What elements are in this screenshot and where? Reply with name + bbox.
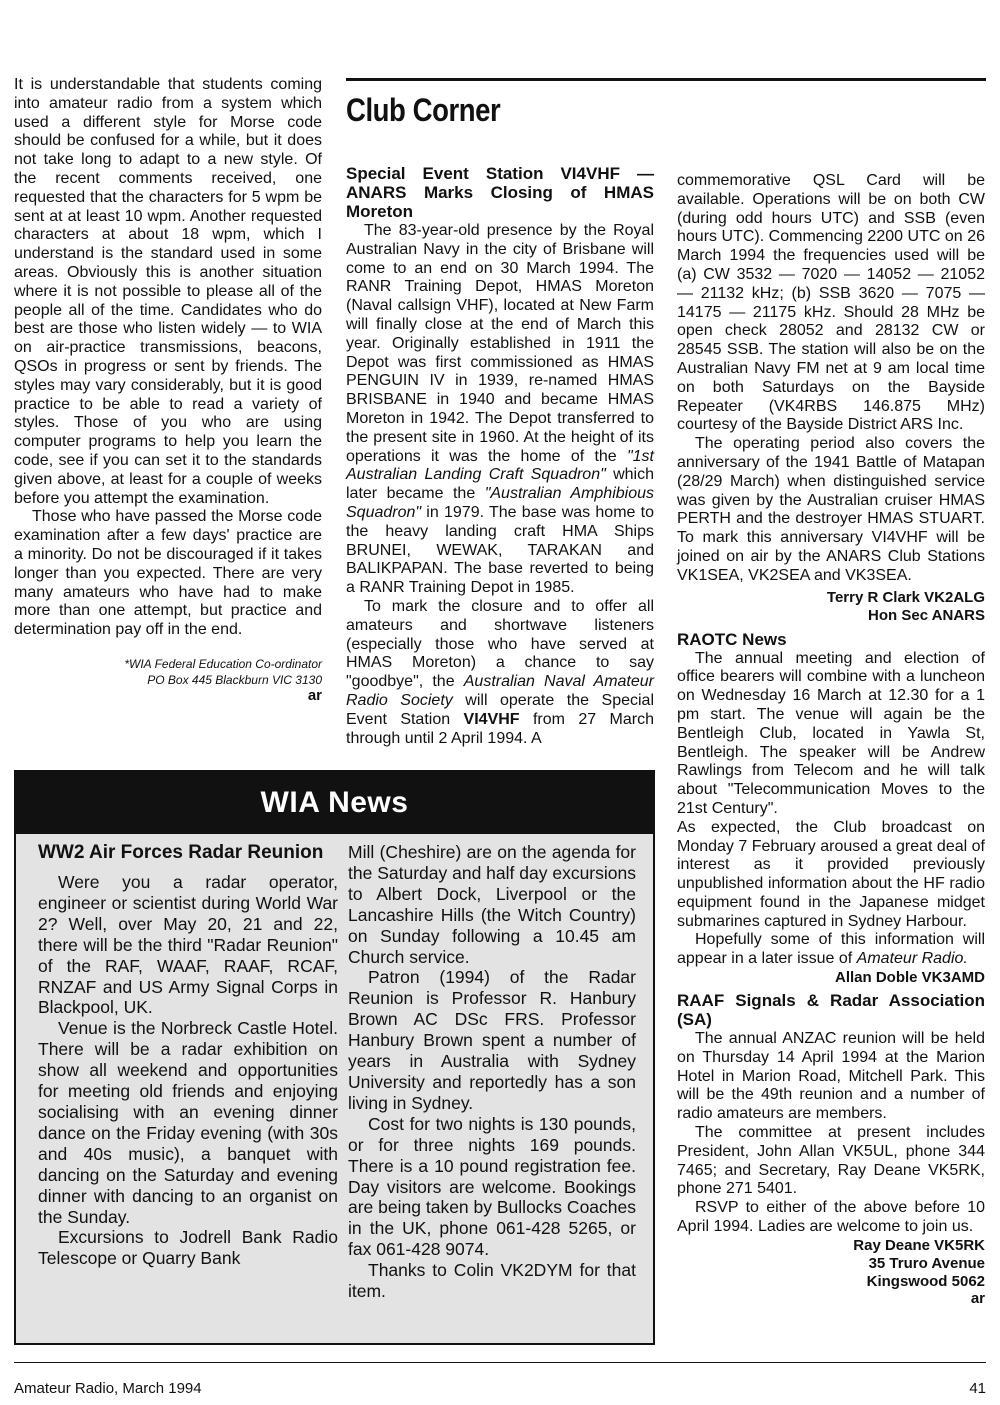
column-left	[14, 76, 322, 704]
body-paragraph: Were you a radar operator, engineer or scientist during World War 2? Well, over May 20, 21 and 22, there will be the third "Radar Reunion" of the RAF, WAAF, RAAF, RCAF, RNZAF and US Army Signal Corps in Blackpool, UK.	[38, 872, 338, 1018]
body-paragraph: Hopefully some of this information will appear in a later issue of Amateur Radio.	[677, 931, 985, 968]
body-paragraph: Venue is the Norbreck Castle Hotel. There will be a radar exhibition on show all weekend and opportunities for meeting old friends and enjoying socialising with an evening dinner dance on the Friday evening (with 30s and 40s music), a banquet with dancing on the Saturday and evening dinner with dancing to an organist on the Sunday.	[38, 1018, 338, 1227]
body-paragraph: As expected, the Club broadcast on Monday 7 February aroused a great deal of interest as it provided previously unpublished information about the HF radio equipment found in the Japanese midget submarines captured in Sydney Harbour.	[677, 818, 985, 930]
column-right	[677, 172, 985, 1307]
article-heading: WW2 Air Forces Radar Reunion	[38, 842, 324, 863]
column-middle	[346, 164, 654, 748]
end-mark: ar	[970, 1289, 985, 1307]
body-paragraph: RSVP to either of the above before 10 April 1994. Ladies are welcome to join us.	[677, 1199, 985, 1236]
footnote-line: *WIA Federal Education Co-ordinator	[124, 656, 322, 671]
body-paragraph: Those who have passed the Morse code examination after a few days' practice are a minority. Do not be discouraged if it takes longer than you expected. There are very many amateurs who have had to make more than one attempt, but practice and determination pay off in the end.	[14, 508, 322, 639]
body-paragraph: Thanks to Colin VK2DYM for that item.	[348, 1260, 636, 1302]
wia-column-left	[38, 842, 338, 1269]
body-paragraph: The operating period also covers the anniversary of the 1941 Battle of Matapan (28/29 March) when distinguished service was given by the Australian cruiser HMAS PERTH and the destroyer HMAS STUART. To mark this anniversary VI4VHF will be joined on air by the ANARS Club Stations VK1SEA, VK2SEA and VK3SEA.	[677, 435, 985, 584]
body-paragraph: Excursions to Jodrell Bank Radio Telescope or Quarry Bank	[38, 1227, 338, 1269]
body-paragraph: commemorative QSL Card will be available. Operations will be on both CW (during odd hours UTC) and SSB (even hours UTC). Commencing 2200 UTC on 26 March 1994 the frequencies used will be (a) CW 3532 — 7020 — 14052 — 21052 — 21132 kHz; (b) SSB 3620 — 7075 — 14175 — 21175 kHz. Should 28 MHz be open check 28052 and 28132 CW or 28545 SSB. The station will also be on the Australian Navy FM net at 9 am local time on both Saturdays on the Bayside Repeater (VK4RBS 146.875 MHz) courtesy of the Bayside District ARS Inc.	[677, 172, 985, 434]
body-paragraph: The annual ANZAC reunion will be held on Thursday 14 April 1994 at the Marion Hotel in Marion Road, Mitchell Park. This will be the 49th reunion and a number of radio amateurs are members.	[677, 1030, 985, 1123]
article-heading: Special Event Station VI4VHF — ANARS Marks Closing of HMAS Moreton	[346, 164, 654, 221]
wia-column-right	[348, 842, 636, 1302]
page-number: 41	[969, 1380, 986, 1397]
signature: Terry R Clark VK2ALG Hon Sec ANARS	[826, 588, 985, 624]
footer-rule	[14, 1362, 986, 1363]
body-paragraph: The committee at present includes President, John Allan VK5UL, phone 344 7465; and Secretary, Ray Deane VK5RK, phone 271 5401.	[677, 1124, 985, 1198]
body-paragraph: Mill (Cheshire) are on the agenda for the Saturday and half day excursions to Albert Dock, Liverpool or the Lancashire Hills (the Witch Country) on Sunday following a 10.45 am Church service.	[348, 842, 636, 967]
footnote-line: PO Box 445 Blackburn VIC 3130	[147, 672, 322, 687]
wia-news-box	[14, 770, 655, 1345]
section-title: Club Corner	[346, 92, 501, 128]
body-paragraph: Patron (1994) of the Radar Reunion is Professor R. Hanbury Brown AC DSc FRS. Professor Hanbury Brown spent a number of years in Australia with Sydney University and reportedly has a son living in Sydney.	[348, 967, 636, 1113]
wia-news-banner: WIA News	[16, 772, 653, 834]
body-paragraph: Cost for two nights is 130 pounds, or for three nights 169 pounds. There is a 10 pound registration fee. Day visitors are welcome. Bookings are being taken by Bullocks Coaches in the UK, phone 061-428 5265, or fax 061-428 9074.	[348, 1113, 636, 1260]
body-paragraph: To mark the closure and to offer all amateurs and shortwave listeners (especially those who have served at HMAS Moreton) a chance to say "goodbye", the Australian Naval Amateur Radio Society will operate the Special Event Station VI4VHF from 27 March through until 2 April 1994. A	[346, 597, 655, 747]
publication-name: Amateur Radio, March 1994	[14, 1380, 202, 1397]
section-rule	[346, 78, 986, 81]
body-paragraph: It is understandable that students coming into amateur radio from a system which used a different style for Morse code should be confused for a while, but it does not take long to adapt to a new style. Of the recent comments received, one requested that the characters for 5 wpm be sent at at least 10 wpm. Another requested characters at about 18 wpm, which I understand is the standard used in some areas. Obviously this is another situation where it is not possible to please all of the people all of the time. Candidates who do best are those who listen widely — to WIA on air-practice transmissions, beacons, QSOs in progress or sent by friends. The styles may vary considerably, but it is good practice to be able to read a variety of styles. Those of you who are using computer programs to help you learn the code, see if you can set it to the standards given above, at least for a couple of weeks before you attempt the examination.	[14, 76, 322, 507]
end-mark: ar	[307, 686, 322, 704]
signature: Allan Doble VK3AMD	[834, 969, 985, 987]
article-heading: RAOTC News	[677, 629, 787, 649]
body-paragraph: The 83-year-old presence by the Royal Australian Navy in the city of Brisbane will come to an end on 30 March 1994. The RANR Training Depot, HMAS Moreton (Naval callsign VHF), located at New Farm will finally close at the end of March this year. Originally established in 1911 the Depot was first commissioned as HMAS PENGUIN IV in 1939, re-named HMAS BRISBANE in 1940 and became HMAS Moreton in 1942. The Depot transferred to the present site in 1960. At the height of its operations it was the home of the "1st Australian Landing Craft Squadron" which later became the "Australian Amphibious Squadron" in 1979. The base was home to the heavy landing craft HMA Ships BRUNEI, WEWAK, TARAKAN and BALIKPAPAN. The base reverted to being a RANR Training Depot in 1985.	[346, 222, 655, 597]
author-footnote	[14, 656, 322, 688]
article-heading: RAAF Signals & Radar Association (SA)	[677, 991, 985, 1030]
body-paragraph: The annual meeting and election of office bearers will combine with a luncheon on Wednesday 16 March at 12.30 for a 1 pm start. The venue will again be the Bentleigh Club, located in Yawla St, Bentleigh. The speaker will be Andrew Rawlings from Telecom and he will talk about "Telecommunication Moves to the 21st Century".	[677, 649, 985, 817]
signature: Ray Deane VK5RK 35 Truro Avenue Kingswood 5062	[853, 1236, 985, 1290]
